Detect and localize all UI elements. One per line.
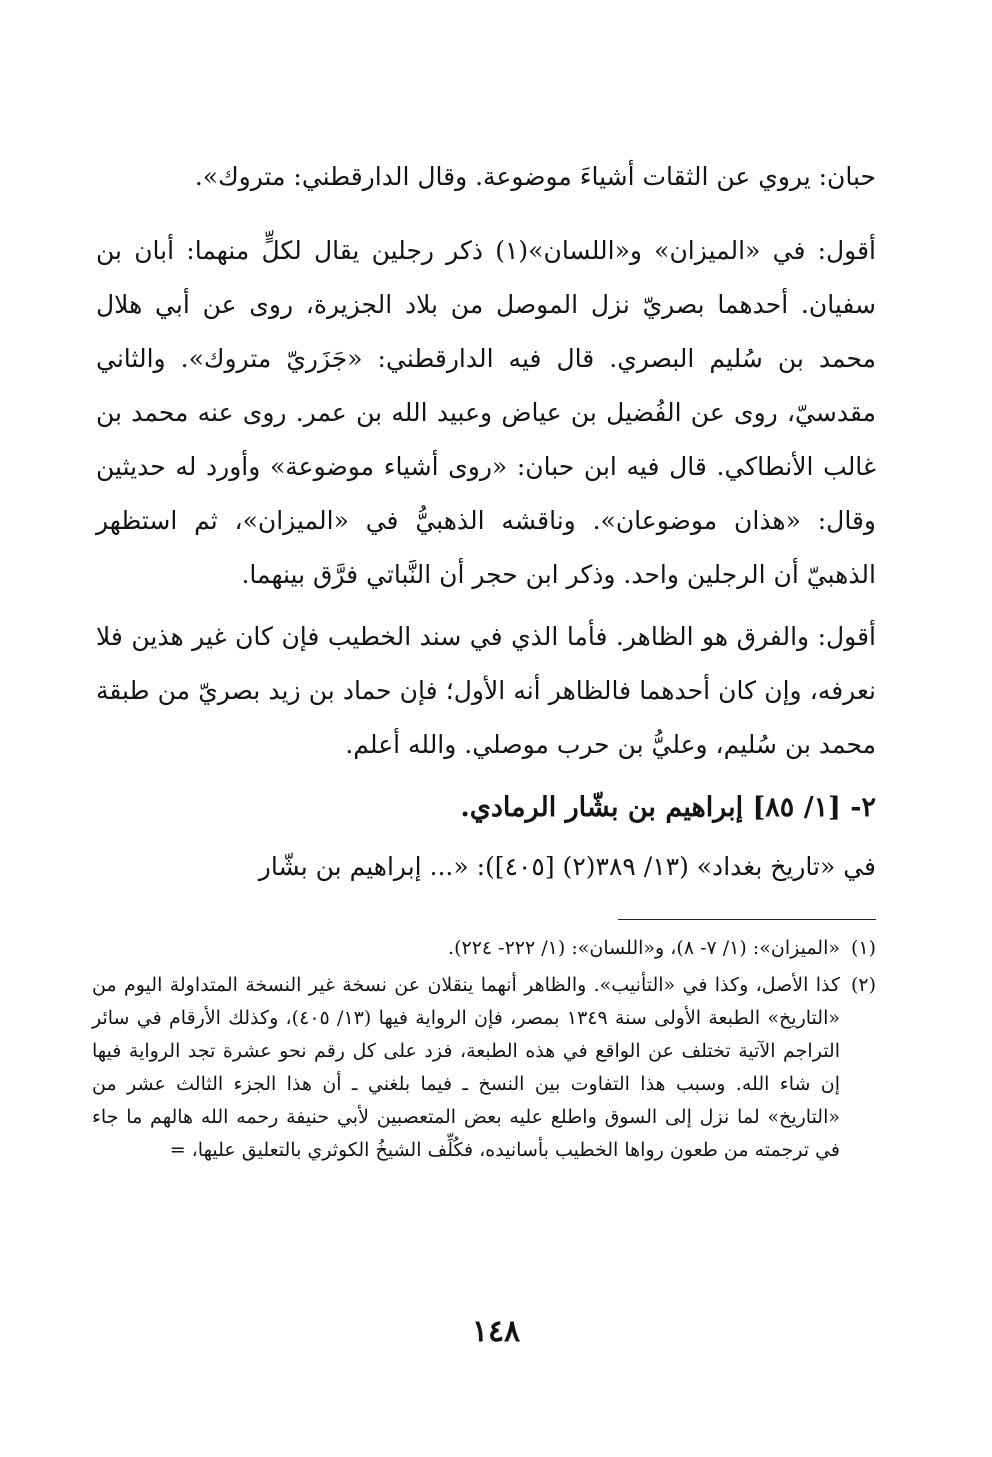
entry-heading: ٢- [١/ ٨٥] إبراهيم بن بشّار الرمادي. — [460, 792, 876, 823]
main-text — [96, 150, 876, 902]
page-number: ١٤٨ — [471, 1314, 521, 1349]
footnote-divider — [618, 919, 876, 920]
footnote-number: (٢) — [850, 974, 876, 996]
footnote-2 — [92, 969, 876, 1167]
paragraph-4: في «تاريخ بغداد» (١٣/ ٣٨٩(٢) [٤٠٥]): «... إبراهيم بن بشّار — [258, 852, 876, 881]
footnotes — [92, 932, 876, 1171]
footnote-text: كذا الأصل، وكذا في «التأنيب». والظاهر أنهما ينقلان عن نسخة غير النسخة المتداولة اليوم من «التاريخ» الطبعة الأولى سنة ١٣٤٩ بمصر، فإن الرواية فيها (١٣/ ٤٠٥)، وكذلك الأرقام في سائر التراجم الآتية تختلف عن الواقع في هذه الطبعة، فزد على كل رقم نحو عشرة تجد الرواية فيها إن شاء الله. وسبب هذا التفاوت بين النسخ ـ فيما بلغني ـ أن هذا الجزء الثالث عشر من «التاريخ» لما نزل إلى السوق واطلع عليه بعض المتعصبين لأبي حنيفة رحمه الله هالهم ما جاء في ترجمته من طعون رواها الخطيب بأسانيده، فكُلِّف الشيخُ الكوثري بالتعليق عليها، = — [92, 974, 840, 1161]
paragraph-3: أقول: والفرق هو الظاهر. فأما الذي في سند الخطيب فإن كان غير هذين فلا نعرفه، وإن كان أحدهما فالظاهر أنه الأول؛ فإن حماد بن زيد بصريّ من طبقة محمد بن سُليم، وعليُّ بن حرب موصلي. والله أعلم. — [96, 622, 876, 759]
paragraph-2: أقول: في «الميزان» و«اللسان»(١) ذكر رجلين يقال لكلٍّ منهما: أبان بن سفيان. أحدهما بصريّ نزل الموصل من بلاد الجزيرة، روى عن أبي هلال محمد بن سُليم البصري. قال فيه الدارقطني: «جَزَريّ متروك». والثاني مقدسيّ، روى عن الفُضيل بن عياض وعبيد الله بن عمر. روى عنه محمد بن غالب الأنطاكي. قال فيه ابن حبان: «روى أشياء موضوعة» وأورد له حديثين وقال: «هذان موضوعان». وناقشه الذهبيُّ في «الميزان»، ثم استظهر الذهبيّ أن الرجلين واحد. وذكر ابن حجر أن النَّباتي فرَّق بينهما. — [96, 236, 876, 589]
footnote-1 — [92, 932, 876, 965]
footnote-number: (١) — [850, 937, 876, 959]
footnote-text: «الميزان»: (١/ ٧- ٨)، و«اللسان»: (١/ ٢٢٢- ٢٢٤). — [448, 937, 840, 959]
paragraph-1: حبان: يروي عن الثقات أشياءَ موضوعة. وقال الدارقطني: متروك». — [194, 162, 876, 191]
